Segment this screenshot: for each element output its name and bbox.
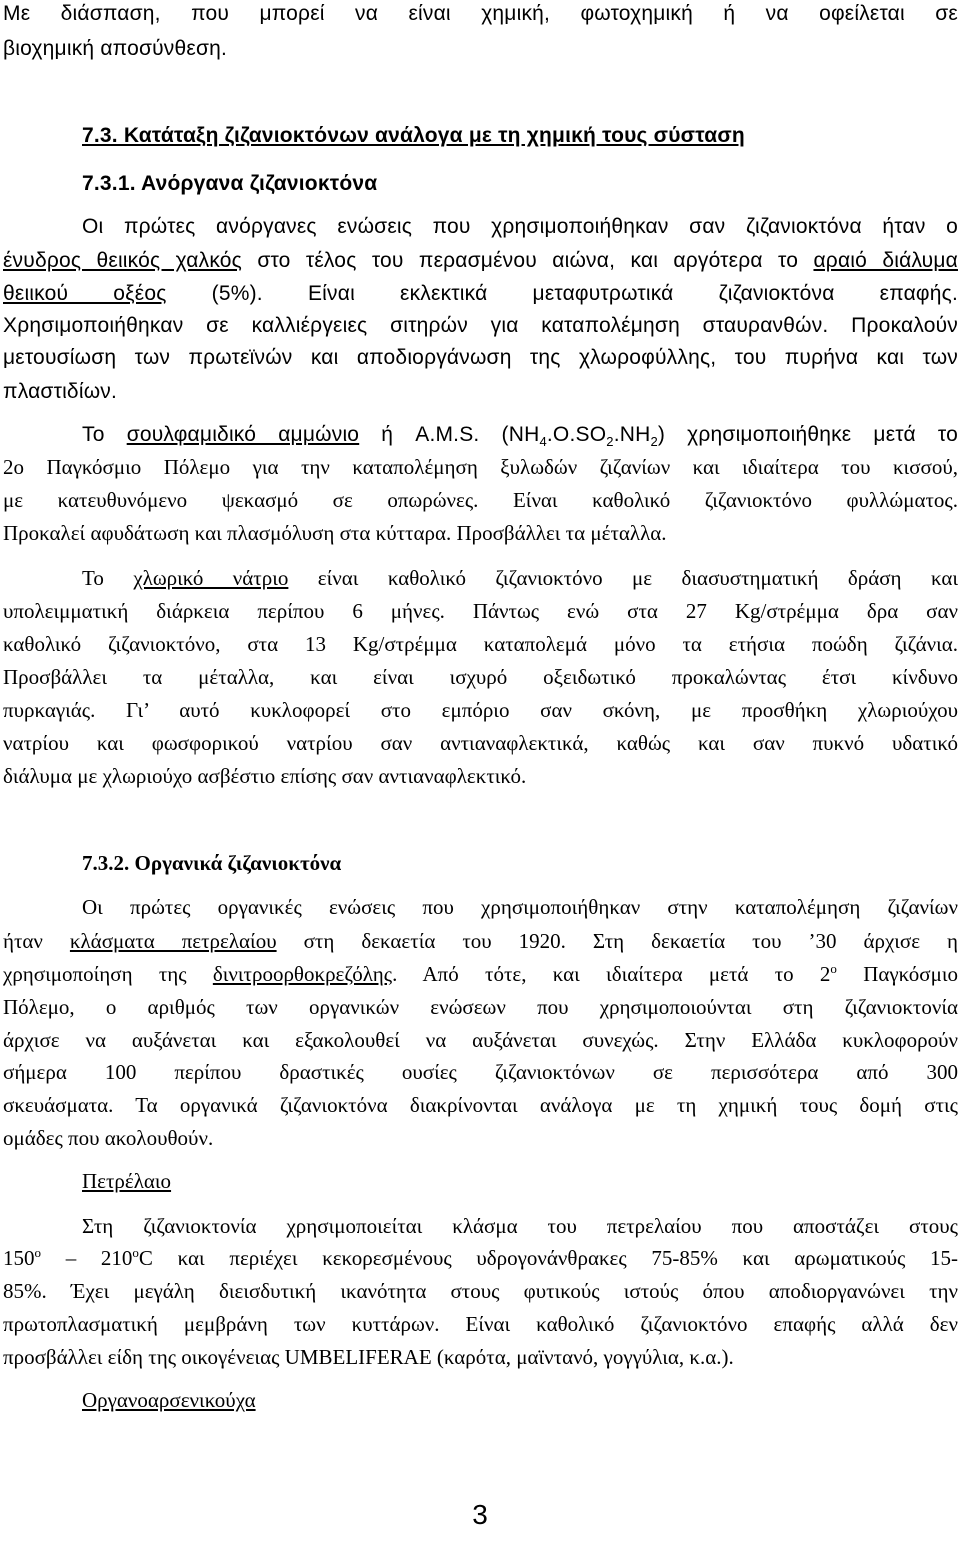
link-copper-sulfate: ένυδρος θειικός χαλκός: [3, 249, 242, 272]
chlorate-line-2: υπολειμματική διάρκεια περίπου 6 μήνες. Πάντως ενώ στα 27 Kg/στρέμμα δρα σαν: [3, 599, 958, 623]
chlorate-line-6: νατρίου και φωσφορικού νατρίου σαν αντιαναφλεκτικά, καθώς και σαν πυκνό υδατικό: [3, 731, 958, 755]
inorganic-line-1: Οι πρώτες ανόργανες ενώσεις που χρησιμοποιήθηκαν σαν ζιζανιοκτόνα ήταν ο: [82, 215, 958, 238]
intro-line-1: Με διάσπαση, που μπορεί να είναι χημική, φωτοχημική ή να οφείλεται σε: [3, 2, 958, 25]
link-dinitro-ortho-cresol: δινιτροορθοκρεζόλης: [212, 962, 393, 986]
inorganic-line-6: πλαστιδίων.: [3, 380, 118, 403]
organic-line-1: Οι πρώτες οργανικές ενώσεις που χρησιμοποιήθηκαν στην καταπολέμηση ζιζανίων: [82, 895, 958, 919]
chlorate-line-7: διάλυμα με χλωριούχο ασβέστιο επίσης σαν αντιαναφλεκτικό.: [3, 764, 527, 788]
organic-line-2: [3, 929, 958, 953]
chlorate-line-1: [82, 566, 958, 590]
chlorate-line-4: Προσβάλλει τα μέταλλα, και είναι ισχυρό οξειδωτικό προκαλώντας έτσι κίνδυνο: [3, 665, 958, 689]
sulfamate-prefix: Το: [82, 423, 105, 446]
temperature-start: $150^o$: [3, 1245, 41, 1270]
temperature-end: – $210^oC$ και περιέχει κεκορεσμένους υδρογονάνθρακες 75-85% και αρωματικούς 15-: [65, 1245, 958, 1270]
page-number: 3: [472, 1499, 488, 1530]
organoarsenic-heading: Οργανοαρσενικούχα: [82, 1388, 256, 1412]
organic-line-4: Πόλεμο, ο αριθμός των οργανικών ενώσεων που χρησιμοποιούνται στη ζιζανιοκτονία: [3, 995, 958, 1019]
intro-line-2: βιοχημική αποσύνθεση.: [3, 37, 228, 60]
petroleum-line-2: [3, 1246, 958, 1270]
organic-line-2-text: στη δεκαετία του 1920. Στη δεκαετία του ’30 άρχισε η: [303, 929, 959, 953]
chlorate-line-5: πυρκαγιάς. Γι’ αυτό κυκλοφορεί στο εμπόριο σαν σκόνη, με προσθήκη χλωριούχου: [3, 698, 958, 722]
petroleum-line-5: προσβάλλει είδη της οικογένειας UMBELIFERAE (καρότα, μαϊντανό, γογγύλια, κ.α.).: [3, 1345, 734, 1369]
organic-line-8: ομάδες που ακολουθούν.: [3, 1126, 214, 1150]
organic-line-3: [3, 962, 958, 986]
link-ammonium-sulfamate: σουλφαμιδικό αμμώνιο: [126, 423, 360, 446]
inorganic-line-2: [3, 249, 958, 273]
sulfamate-line-1: [82, 423, 958, 450]
organic-line-7: σκευάσματα. Τα οργανικά ζιζανιοκτόνα διακρίνονται ανάλογα με τη χημική τους δομή στις: [3, 1093, 958, 1117]
sulfamate-line-4: Προκαλεί αφυδάτωση και πλασμόλυση στα κύτταρα. Προσβάλλει τα μέταλλα.: [3, 521, 667, 545]
petroleum-line-1: Στη ζιζανιοκτονία χρησιμοποιείται κλάσμα του πετρελαίου που αποστάζει στους: [82, 1214, 958, 1238]
petroleum-line-3: 85%. Έχει μεγάλη διεισδυτική ικανότητα στους φυτικούς ιστούς όπου αποδιοργανώνει την: [3, 1279, 958, 1303]
inorganic-line-4: Χρησιμοποιήθηκαν σε καλλιέργειες σιτηρών για καταπολέμηση σταυρανθών. Προκαλούν: [3, 314, 958, 337]
section-7-3-1-heading: 7.3.1. Ανόργανα ζιζανιοκτόνα: [82, 172, 378, 195]
sulfamate-formula: ή A.M.S. $(NH_4.O.SO_2.NH_2)$ χρησιμοποιήθηκε μετά το: [381, 423, 958, 450]
organic-line-3-prefix: χρησιμοποίηση της: [3, 962, 187, 986]
sulfamate-line-2: 2ο Παγκόσμιο Πόλεμο για την καταπολέμηση ξυλωδών ζιζανίων και ιδιαίτερα του κισσού,: [3, 455, 958, 479]
inorganic-line-3-text: (5%). Είναι εκλεκτικά μεταφυτρωτικά ζιζανιοκτόνα επαφής.: [211, 282, 958, 305]
link-petroleum-fractions: κλάσματα πετρελαίου: [69, 929, 277, 953]
petroleum-line-4: πρωτοπλασματική μεμβράνη των κυττάρων. Είναι καθολικό ζιζανιοκτόνο επαφής αλλά δεν: [3, 1312, 958, 1336]
sulfamate-line-3: με κατευθυνόμενο ψεκασμό σε οπωρώνες. Είναι καθολικό ζιζανιοκτόνο φυλλώματος.: [3, 488, 958, 512]
inorganic-line-3: [3, 282, 958, 306]
section-7-3-2-heading: 7.3.2. Οργανικά ζιζανιοκτόνα: [82, 851, 342, 875]
section-7-3-heading: 7.3. Κατάταξη ζιζανιοκτόνων ανάλογα με τη χημική τους σύσταση: [82, 124, 745, 147]
organic-line-5: άρχισε να αυξάνεται και εξακολουθεί να αυξάνεται συνεχώς. Στην Ελλάδα κυκλοφορούν: [3, 1028, 958, 1052]
organic-line-3-body: δινιτροορθοκρεζόλης. Από τότε, και ιδιαίτερα μετά το $2^o$: [212, 961, 837, 986]
chlorate-prefix: Το: [82, 566, 104, 590]
chlorate-line-1-text: είναι καθολικό ζιζανιοκτόνο με διασυστηματική δράση και: [317, 566, 958, 590]
petroleum-heading: Πετρέλαιο: [82, 1169, 172, 1193]
link-sulfuric-acid: θειικού οξέος: [3, 282, 167, 305]
organic-line-2-prefix: ήταν: [3, 929, 43, 953]
organic-line-6: σήμερα 100 περίπου δραστικές ουσίες ζιζανιοκτόνων σε περισσότερα από 300: [3, 1060, 958, 1084]
link-sodium-chlorate: χλωρικό νάτριο: [133, 566, 289, 590]
inorganic-line-2-text: στο τέλος του περασμένου αιώνα, και αργότερα το: [257, 249, 799, 272]
inorganic-line-5: μετουσίωση των πρωτεϊνών και αποδιοργάνωση της χλωροφύλλης, του πυρήνα και των: [3, 346, 958, 369]
organic-line-3-end: Παγκόσμιο: [863, 962, 959, 986]
link-dilute-solution: αραιό διάλυμα: [813, 249, 958, 272]
chlorate-line-3: καθολικό ζιζανιοκτόνο, στα 13 Kg/στρέμμα καταπολεμά μόνο τα ετήσια ποώδη ζιζάνια.: [3, 632, 958, 656]
